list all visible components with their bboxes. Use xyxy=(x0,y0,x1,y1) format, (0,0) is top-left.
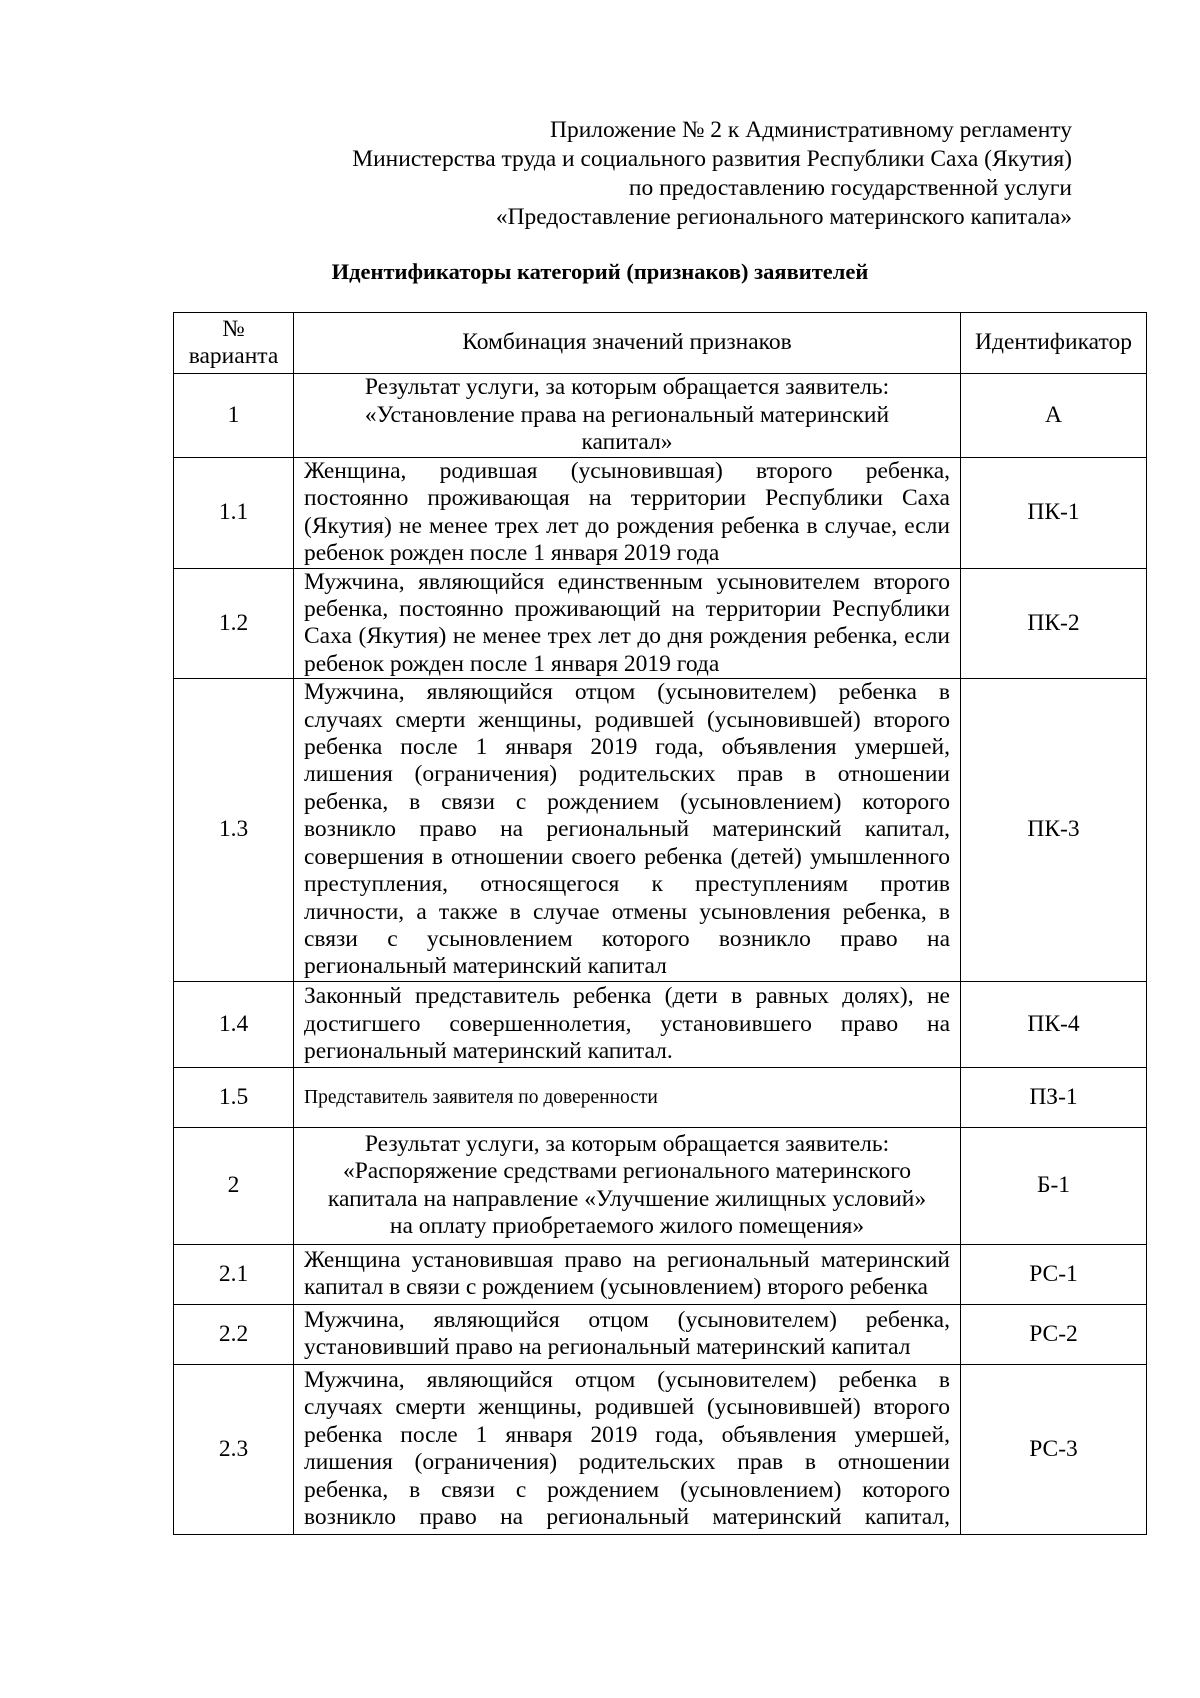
variant-number: 2.2 xyxy=(174,1304,294,1364)
appendix-header xyxy=(352,116,1072,232)
table-row xyxy=(174,679,1147,981)
identifier: Б-1 xyxy=(961,1127,1147,1244)
attribute-combination: Результат услуги, за которым обращается заявитель: «Установление права на региональный материнский капитал» xyxy=(294,374,961,458)
table-row xyxy=(174,458,1147,569)
appendix-header-line: по предоставлению государственной услуги xyxy=(628,175,1072,201)
attribute-combination: Мужчина, являющийся отцом (усыновителем) ребенка, установивший право на региональный материнский капитал xyxy=(294,1304,961,1364)
identifier: РС-1 xyxy=(961,1244,1147,1304)
table-row xyxy=(174,568,1147,679)
attribute-combination: Мужчина, являющийся отцом (усыновителем) ребенка в случаях смерти женщины, родившей (усыновившей) второго ребенка после 1 января 2019 года, объявления умершей, лишения (ограничения) родительских прав в отношении ребенка, в связи с рождением (усыновлением) которого возникло право на региональный материнский капитал, совершения в отношении своего ребенка (детей) умышленного преступления, относящегося к преступлениям против личности, а также в случае отмены усыновления ребенка, в связи с усыновлением которого возникло право на региональный материнский капитал xyxy=(294,679,961,981)
variant-number: 2 xyxy=(174,1127,294,1244)
attribute-combination: Законный представитель ребенка (дети в равных долях), не достигшего совершеннолетия, установившего право на региональный материнский капитал. xyxy=(294,981,961,1067)
variant-number: 2.1 xyxy=(174,1244,294,1304)
document-title: Идентификаторы категорий (признаков) заявителей xyxy=(331,259,869,284)
table-row xyxy=(174,981,1147,1067)
variant-number: 1 xyxy=(174,374,294,458)
identifier: ПК-2 xyxy=(961,568,1147,679)
identifier: РС-3 xyxy=(961,1364,1147,1534)
variant-number: 1.2 xyxy=(174,568,294,679)
identifier: ПК-3 xyxy=(961,679,1147,981)
appendix-header-line: Приложение № 2 к Административному регламенту xyxy=(550,117,1072,143)
table-row xyxy=(174,1067,1147,1127)
identifier: ПК-1 xyxy=(961,458,1147,569)
table-row xyxy=(174,374,1147,458)
table-header-row xyxy=(174,313,1147,374)
attribute-combination: Представитель заявителя по доверенности xyxy=(294,1067,961,1127)
appendix-header-line: Министерства труда и социального развития Республики Саха (Якутия) xyxy=(352,146,1072,172)
variant-number: 1.4 xyxy=(174,981,294,1067)
attribute-combination: Женщина установившая право на региональный материнский капитал в связи с рождением (усыновлением) второго ребенка xyxy=(294,1244,961,1304)
identifier: ПК-4 xyxy=(961,981,1147,1067)
appendix-header-line: «Предоставление регионального материнского капитала» xyxy=(495,204,1072,230)
table-row xyxy=(174,1244,1147,1304)
variant-number: 1.5 xyxy=(174,1067,294,1127)
column-header-identifier: Идентификатор xyxy=(961,313,1147,374)
identifier: А xyxy=(961,374,1147,458)
attribute-combination: Мужчина, являющийся единственным усыновителем второго ребенка, постоянно проживающий на территории Республики Саха (Якутия) не менее трех лет до дня рождения ребенка, если ребенок рожден после 1 января 2019 года xyxy=(294,568,961,679)
identifier: ПЗ-1 xyxy=(961,1067,1147,1127)
table-row xyxy=(174,1304,1147,1364)
attribute-combination: Результат услуги, за которым обращается заявитель: «Распоряжение средствами регионального материнского капитала на направление «Улучшение жилищных условий» на оплату приобретаемого жилого помещения» xyxy=(294,1127,961,1244)
column-header-num: № варианта xyxy=(174,313,294,374)
column-header-combination: Комбинация значений признаков xyxy=(294,313,961,374)
variant-number: 2.3 xyxy=(174,1364,294,1534)
attribute-combination: Женщина, родившая (усыновившая) второго ребенка, постоянно проживающая на территории Республики Саха (Якутия) не менее трех лет до рождения ребенка в случае, если ребенок рожден после 1 января 2019 года xyxy=(294,458,961,569)
attribute-combination: Мужчина, являющийся отцом (усыновителем) ребенка в случаях смерти женщины, родившей (усыновившей) второго ребенка после 1 января 2019 года, объявления умершей, лишения (ограничения) родительских прав в отношении ребенка, в связи с рождением (усыновлением) которого возникло право на региональный материнский капитал, xyxy=(294,1364,961,1534)
table-row xyxy=(174,1127,1147,1244)
variant-number: 1.3 xyxy=(174,679,294,981)
variant-number: 1.1 xyxy=(174,458,294,569)
identifier: РС-2 xyxy=(961,1304,1147,1364)
applicant-categories-table xyxy=(173,312,1147,1535)
table-row xyxy=(174,1364,1147,1534)
